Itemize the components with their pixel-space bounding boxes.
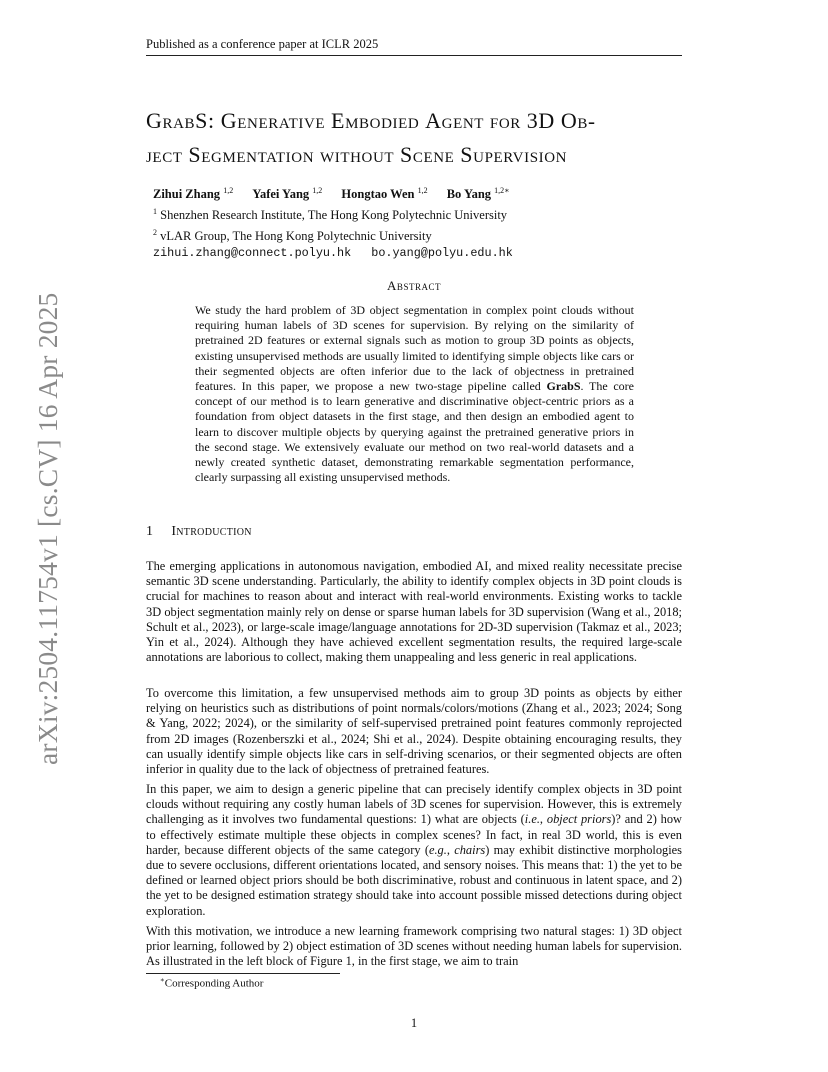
footnote: ∗Corresponding Author [160, 976, 264, 990]
title-line-1: GrabS: Generative Embodied Agent for 3D Ob- [146, 108, 596, 133]
intro-paragraph-1: The emerging applications in autonomous navigation, embodied AI, and mixed reality necessitate precise semantic 3D scene understanding. Particularly, the ability to identify complex objects in 3D point clouds is crucial for machines to reason about and interact with real-world environments. Existing works to tackle 3D object segmentation mainly rely on dense or sparse human labels for 3D supervision (Wang et al., 2018; Schult et al., 2023), or large-scale image/language annotations for 2D-3D supervision (Takmaz et al., 2023; Yin et al., 2024). Although they have achieved excellent segmentation results, the required large-scale annotations are laborious to collect, making them unappealing and less generic in real applications. [146, 559, 682, 665]
affiliation: $^2$ vLAR Group, The Hong Kong Polytechnic University [153, 228, 432, 244]
author-block [153, 182, 673, 262]
author-emails [153, 245, 673, 262]
email[interactable]: bo.yang@polyu.edu.hk [371, 246, 513, 261]
abstract-body: We study the hard problem of 3D object segmentation in complex point clouds without requiring human labels of 3D scenes for supervision. By relying on the similarity of pretrained 2D features or external signals such as motion to group 3D points as objects, existing unsupervised methods are usually limited to identifying simple objects like cars or their segmented objects are often inferior due to the lack of objectness in pretrained features. In this paper, we propose a new two-stage pipeline called GrabS. The core concept of our method is to learn generative and discriminative object-centric priors as a foundation from object datasets in the first stage, and then design an embodied agent to learn to discover multiple objects by querying against the pretrained generative priors in the second stage. We extensively evaluate our method on two real-world datasets and a newly created synthetic dataset, demonstrating remarkable segmentation performance, clearly surpassing all existing unsupervised methods. [195, 303, 634, 485]
intro-paragraph-2: To overcome this limitation, a few unsupervised methods aim to group 3D points as objects by either relying on heuristics such as distributions of point normals/colors/motions (Zhang et al., 2023; 2024; Song & Yang, 2022; 2024), or the similarity of self-supervised pretrained point features commonly reprojected from 2D images (Rozenberszki et al., 2024; Shi et al., 2024). Despite obtaining encouraging results, they can usually identify simple objects like cars in self-driving scenarios, or their segmented objects are often inferior in quality due to the lack of objectness of pretrained features. [146, 686, 682, 777]
author: Yafei Yang $^{1,2}$ [252, 186, 323, 202]
paper-title [146, 104, 696, 172]
author: Zihui Zhang $^{1,2}$ [153, 186, 234, 202]
section-heading: 1 Introduction [146, 524, 252, 539]
intro-paragraph-3: In this paper, we aim to design a generic pipeline that can precisely identify complex objects in 3D point clouds without requiring any costly human labels of 3D scenes for supervision. However, this is extremely challenging as it involves two fundamental questions: 1) what are objects (i.e., object priors)? and 2) how to effectively estimate multiple these objects in complex scenes? In fact, in real 3D world, this is even harder, because different objects of the same category (e.g., chairs) may exhibit distinctive morphologies due to severe occlusions, different orientations located, and sensory noises. This means that: 1) the yet to be defined or learned object priors should be both discriminative, robust and continuous in latent space, and 2) the yet to be designed estimation strategy should take into account possible missed detections during object exploration. [146, 782, 682, 918]
author: Hongtao Wen $^{1,2}$ [341, 186, 428, 202]
title-line-2: ject Segmentation without Scene Supervision [146, 142, 568, 167]
affiliation: $^1$ Shenzhen Research Institute, The Hong Kong Polytechnic University [153, 207, 508, 223]
abstract-heading: Abstract [387, 278, 441, 293]
footnote-rule [146, 973, 340, 974]
author: Bo Yang $^{1,2∗}$ [446, 186, 510, 202]
author-names [153, 182, 673, 203]
running-header: Published as a conference paper at ICLR 2025 [146, 37, 682, 56]
intro-paragraph-4: With this motivation, we introduce a new learning framework comprising two natural stages: 1) 3D object prior learning, followed by 2) object estimation of 3D scenes without needing human labels for supervision. As illustrated in the left block of Figure 1, in the first stage, we aim to train [146, 924, 682, 969]
arxiv-stamp[interactable]: arXiv:2504.11754v1 [cs.CV] 16 Apr 2025 [32, 292, 63, 765]
page-number: 1 [410, 1016, 418, 1030]
email[interactable]: zihui.zhang@connect.polyu.hk [153, 246, 352, 261]
